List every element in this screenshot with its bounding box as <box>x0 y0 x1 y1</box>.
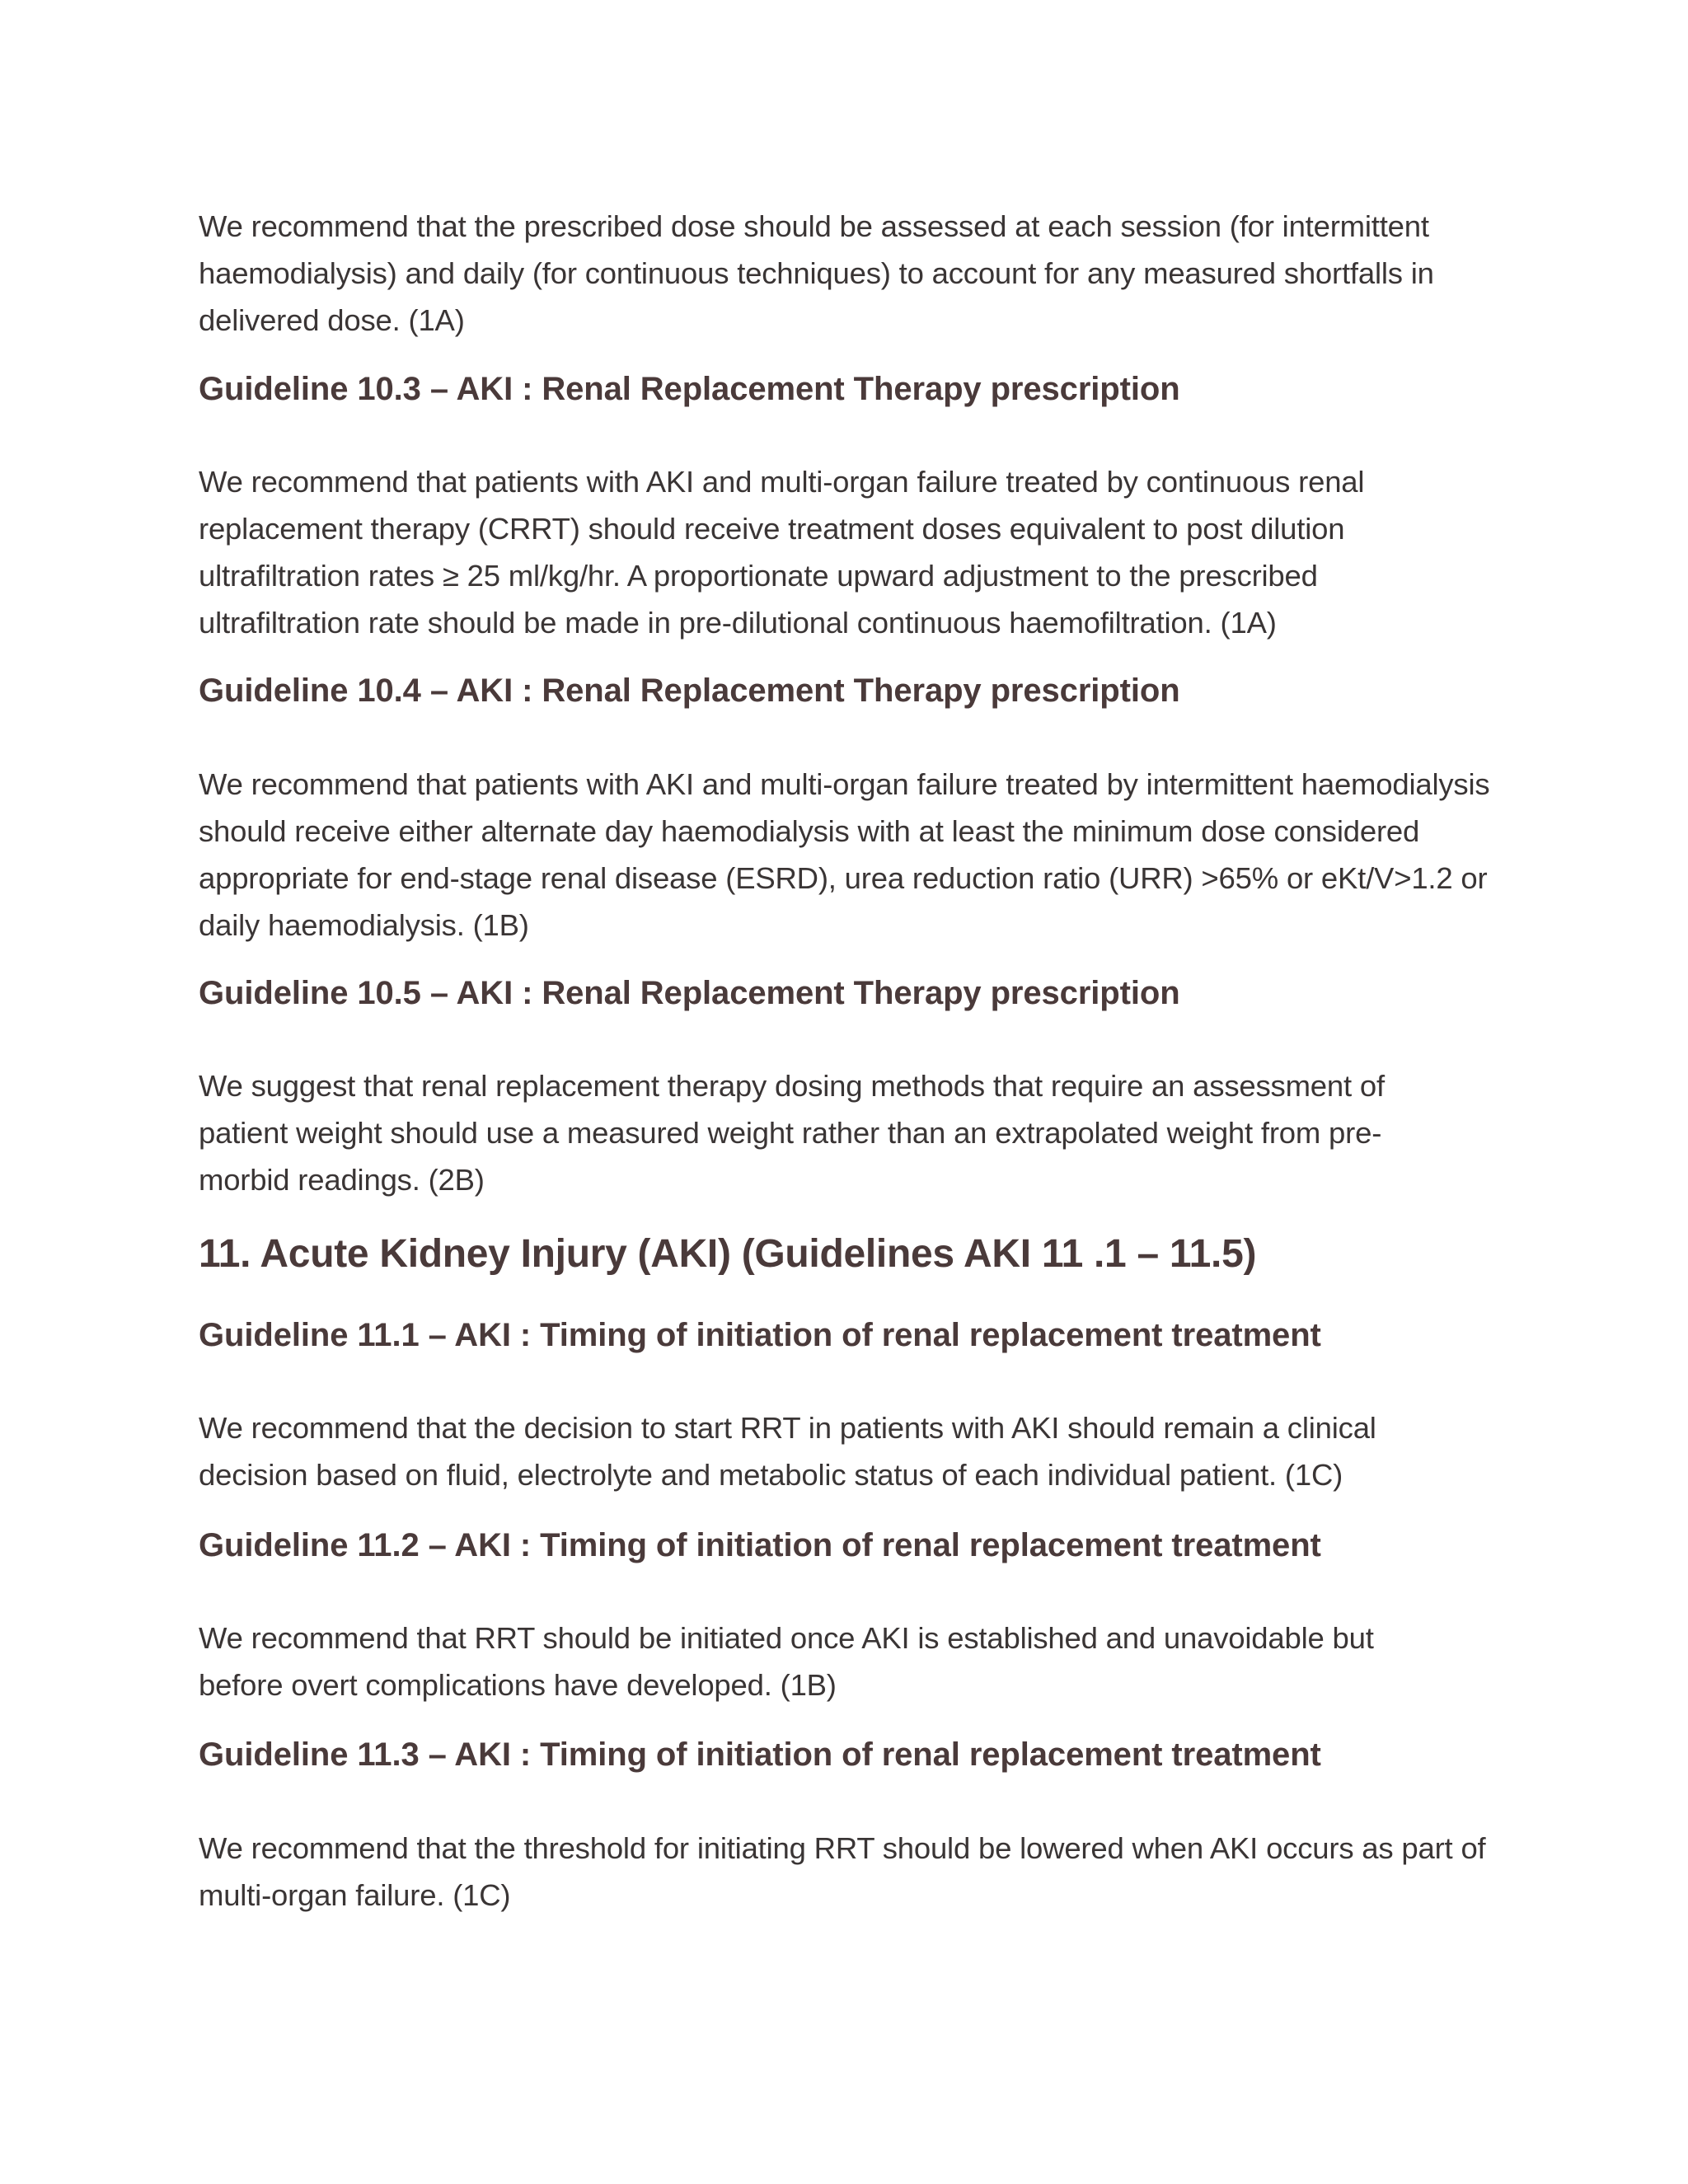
guideline-11-3-heading <box>199 1736 1501 1774</box>
paragraph-text: We recommend that patients with AKI and multi-organ failure treated by continuous renal replacement therapy (CRRT) should receive treatment doses equivalent to post dilution ultrafiltration rates ≥ 25 ml/kg/hr. A proportionate upward adjustment to the prescribed ultrafiltration rate should be made in pre-dilutional continuous haemofiltration. (1A) <box>199 465 1365 640</box>
paragraph-text: We recommend that patients with AKI and multi-organ failure treated by intermittent haemodialysis should receive either alternate day haemodialysis with at least the minimum dose considered appropriate for end-stage renal disease (ESRD), urea reduction ratio (URR) >65% or eKt/V>1.2 or daily haemodialysis. (1B) <box>199 767 1490 942</box>
paragraph-dose-assessment <box>199 203 1484 344</box>
guideline-10-4-heading <box>199 673 1501 710</box>
paragraph-weight-dosing <box>199 1062 1427 1203</box>
guideline-10-5-heading <box>199 975 1501 1012</box>
paragraph-rrt-initiation <box>199 1615 1435 1708</box>
paragraph-text: We recommend that the decision to start RRT in patients with AKI should remain a clinical decision based on fluid, electrolyte and metabolic status of each individual patient. (1C) <box>199 1411 1376 1492</box>
guideline-heading-text: Guideline 11.2 – AKI : Timing of initiation of renal replacement treatment <box>199 1527 1321 1563</box>
guideline-heading-text: Guideline 11.3 – AKI : Timing of initiation of renal replacement treatment <box>199 1736 1321 1773</box>
paragraph-text: We recommend that RRT should be initiated once AKI is established and unavoidable but before overt complications have developed. (1B) <box>199 1621 1374 1702</box>
section-heading-text: 11. Acute Kidney Injury (AKI) (Guidelines AKI 11 .1 – 11.5) <box>199 1232 1257 1276</box>
guideline-heading-text: Guideline 10.5 – AKI : Renal Replacement Therapy prescription <box>199 975 1180 1011</box>
paragraph-rrt-threshold <box>199 1825 1501 1919</box>
paragraph-intermittent-haemodialysis <box>199 761 1501 949</box>
paragraph-text: We recommend that the prescribed dose should be assessed at each session (for intermittent haemodialysis) and daily (for continuous techniques) to account for any measured shortfalls in delivered dose. (1A) <box>199 209 1434 337</box>
section-11-heading <box>199 1231 1501 1277</box>
guideline-heading-text: Guideline 10.4 – AKI : Renal Replacement Therapy prescription <box>199 673 1180 709</box>
guideline-11-1-heading <box>199 1317 1501 1354</box>
paragraph-text: We suggest that renal replacement therapy dosing methods that require an assessment of patient weight should use a measured weight rather than an extrapolated weight from pre-morbid readings. (2B) <box>199 1069 1385 1197</box>
guideline-heading-text: Guideline 10.3 – AKI : Renal Replacement Therapy prescription <box>199 371 1180 407</box>
paragraph-text: We recommend that the threshold for initiating RRT should be lowered when AKI occurs as part of multi-organ failure. (1C) <box>199 1831 1486 1912</box>
paragraph-start-rrt-decision <box>199 1404 1427 1498</box>
paragraph-crrt-dose <box>199 458 1451 646</box>
guideline-10-3-heading <box>199 371 1501 408</box>
guideline-11-2-heading <box>199 1527 1501 1564</box>
guideline-heading-text: Guideline 11.1 – AKI : Timing of initiation of renal replacement treatment <box>199 1317 1321 1353</box>
